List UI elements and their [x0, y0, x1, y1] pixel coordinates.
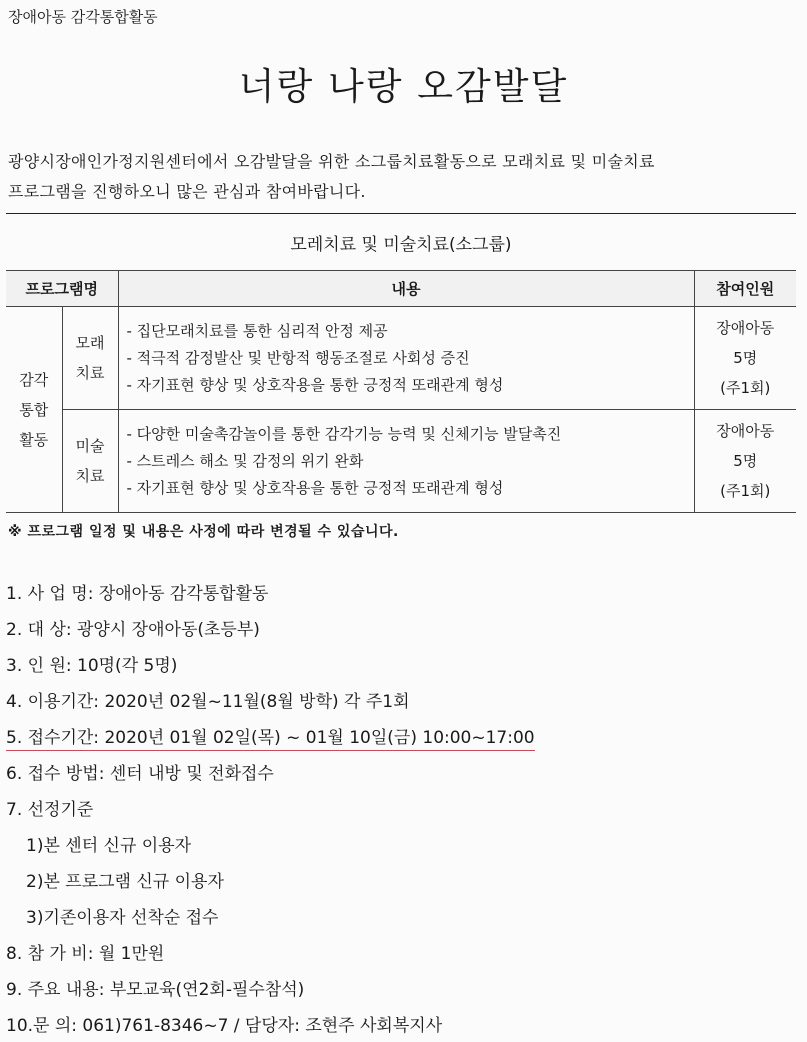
content-item: - 자기표현 향상 및 상호작용을 통한 긍정적 또래관계 형성: [126, 478, 504, 497]
page-title: 너랑 나랑 오감발달: [238, 65, 569, 108]
intro-line: 광양시장애인가정지원센터에서 오감발달을 위한 소그룹치료활동으로 모래치료 및 미술치료: [8, 152, 655, 171]
program-name-text: 미술: [75, 437, 105, 455]
detail-item-underlined: 5. 접수기간: 2020년 01월 02일(목) ~ 01월 10일(금) 10:00~17:00: [6, 728, 535, 751]
header-program-name: 프로그램명: [6, 271, 118, 307]
table-title: 모레치료 및 미술치료(소그룹): [6, 214, 796, 271]
participants-cell: [694, 410, 796, 513]
content-cell: [118, 307, 694, 410]
participants-text: 5명: [733, 452, 758, 470]
category-text: 통합: [19, 400, 49, 419]
participants-cell: [694, 307, 796, 410]
detail-item: 7. 선정기준: [6, 800, 94, 820]
content-item: - 자기표현 향상 및 상호작용을 통한 긍정적 또래관계 형성: [126, 375, 504, 394]
content-item: - 적극적 감정발산 및 반항적 행동조절로 사회성 증진: [126, 348, 470, 367]
detail-item: 2. 대 상: 광양시 장애아동(초등부): [6, 620, 260, 640]
detail-item: 4. 이용기간: 2020년 02월~11월(8월 방학) 각 주1회: [6, 692, 410, 712]
details-list: [6, 576, 801, 1042]
header-participants: 참여인원: [694, 271, 796, 307]
detail-item: 6. 접수 방법: 센터 내방 및 전화접수: [6, 764, 274, 784]
intro-line: 프로그램을 진행하오니 많은 관심과 참여바랍니다.: [8, 182, 366, 201]
table-row: [6, 410, 796, 513]
participants-text: (주1회): [720, 379, 771, 397]
participants-text: (주1회): [720, 482, 771, 500]
detail-item: 3. 인 원: 10명(각 5명): [6, 656, 178, 676]
detail-item: 10.문 의: 061)761-8346~7 / 담당자: 조현주 사회복지사: [6, 1016, 443, 1036]
content-item: - 스트레스 해소 및 감정의 위기 완화: [126, 451, 364, 470]
header-tag: 장애아동 감각통합활동: [8, 8, 158, 26]
participants-text: 장애아동: [716, 319, 775, 337]
category-cell: [6, 307, 62, 513]
program-name-cell: [62, 410, 118, 513]
participants-text: 장애아동: [716, 422, 775, 440]
intro-paragraph: [8, 147, 803, 207]
program-name-text: 모래: [75, 334, 105, 352]
detail-subitem: 1)본 센터 신규 이용자: [26, 836, 192, 856]
detail-subitem: 2)본 프로그램 신규 이용자: [26, 872, 224, 892]
program-name-text: 치료: [75, 364, 105, 382]
schedule-note: ※ 프로그램 일정 및 내용은 사정에 따라 변경될 수 있습니다.: [8, 524, 399, 540]
category-text: 활동: [19, 430, 49, 449]
table-header-row: [6, 271, 796, 307]
content-cell: [118, 410, 694, 513]
content-item: - 집단모래치료를 통한 심리적 안정 제공: [126, 321, 388, 340]
participants-text: 5명: [733, 349, 758, 367]
content-item: - 다양한 미술촉감놀이를 통한 감각기능 능력 및 신체기능 발달촉진: [126, 424, 562, 443]
detail-item: 8. 참 가 비: 월 1만원: [6, 944, 165, 964]
category-text: 감각: [19, 370, 49, 389]
detail-subitem: 3)기존이용자 선착순 접수: [26, 908, 219, 928]
detail-item: 1. 사 업 명: 장애아동 감각통합활동: [6, 584, 269, 604]
program-name-text: 치료: [75, 467, 105, 485]
program-name-cell: [62, 307, 118, 410]
program-table: [6, 213, 796, 513]
header-content: 내용: [118, 271, 694, 307]
detail-item: [6, 720, 801, 756]
detail-item: 9. 주요 내용: 부모교육(연2회-필수참석): [6, 980, 305, 1000]
table-row: [6, 307, 796, 410]
